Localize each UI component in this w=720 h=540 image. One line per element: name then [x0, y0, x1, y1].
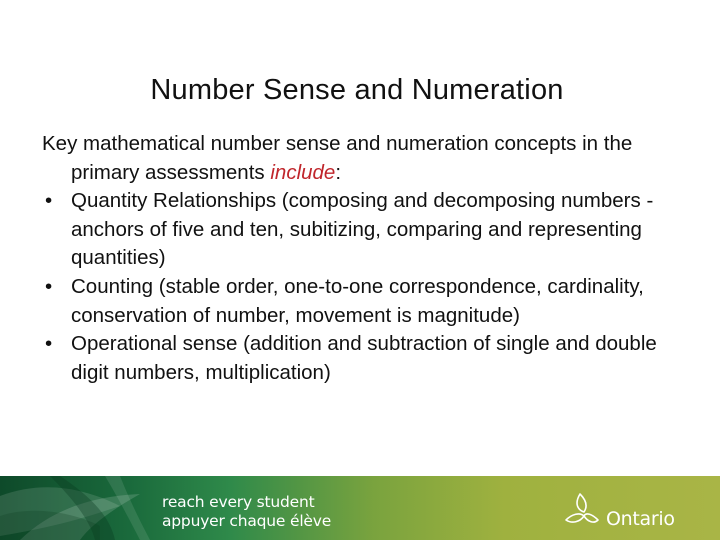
bullet-text: Operational sense (addition and subtraction of single and double digit numbers, multiplication) — [71, 332, 657, 384]
list-item — [42, 273, 692, 330]
list-item — [42, 187, 692, 273]
intro-end: : — [335, 160, 342, 184]
tagline-en: reach every student — [162, 493, 315, 511]
footer-banner — [0, 476, 720, 540]
intro-emphasis: include — [270, 160, 336, 184]
bullet-marker: • — [45, 274, 53, 298]
intro-paragraph — [42, 130, 692, 187]
bullet-marker: • — [45, 189, 53, 213]
ontario-logo-text: Ontario — [606, 508, 675, 530]
tagline-fr: appuyer chaque élève — [162, 512, 332, 530]
slide-content — [42, 130, 692, 387]
list-item — [42, 330, 692, 387]
slide-title: Number Sense and Numeration — [150, 74, 564, 106]
bullet-text: Counting (stable order, one-to-one correspondence, cardinality, conservation of number, movement is magnitude) — [71, 274, 644, 327]
bullet-text: Quantity Relationships (composing and decomposing numbers - anchors of five and ten, subitizing, comparing and representing quantities) — [71, 189, 654, 270]
bullet-list — [42, 187, 692, 387]
intro-text: Key mathematical number sense and numeration concepts in the primary assessments — [42, 132, 633, 184]
tagline — [162, 493, 331, 531]
bullet-marker: • — [45, 332, 53, 356]
